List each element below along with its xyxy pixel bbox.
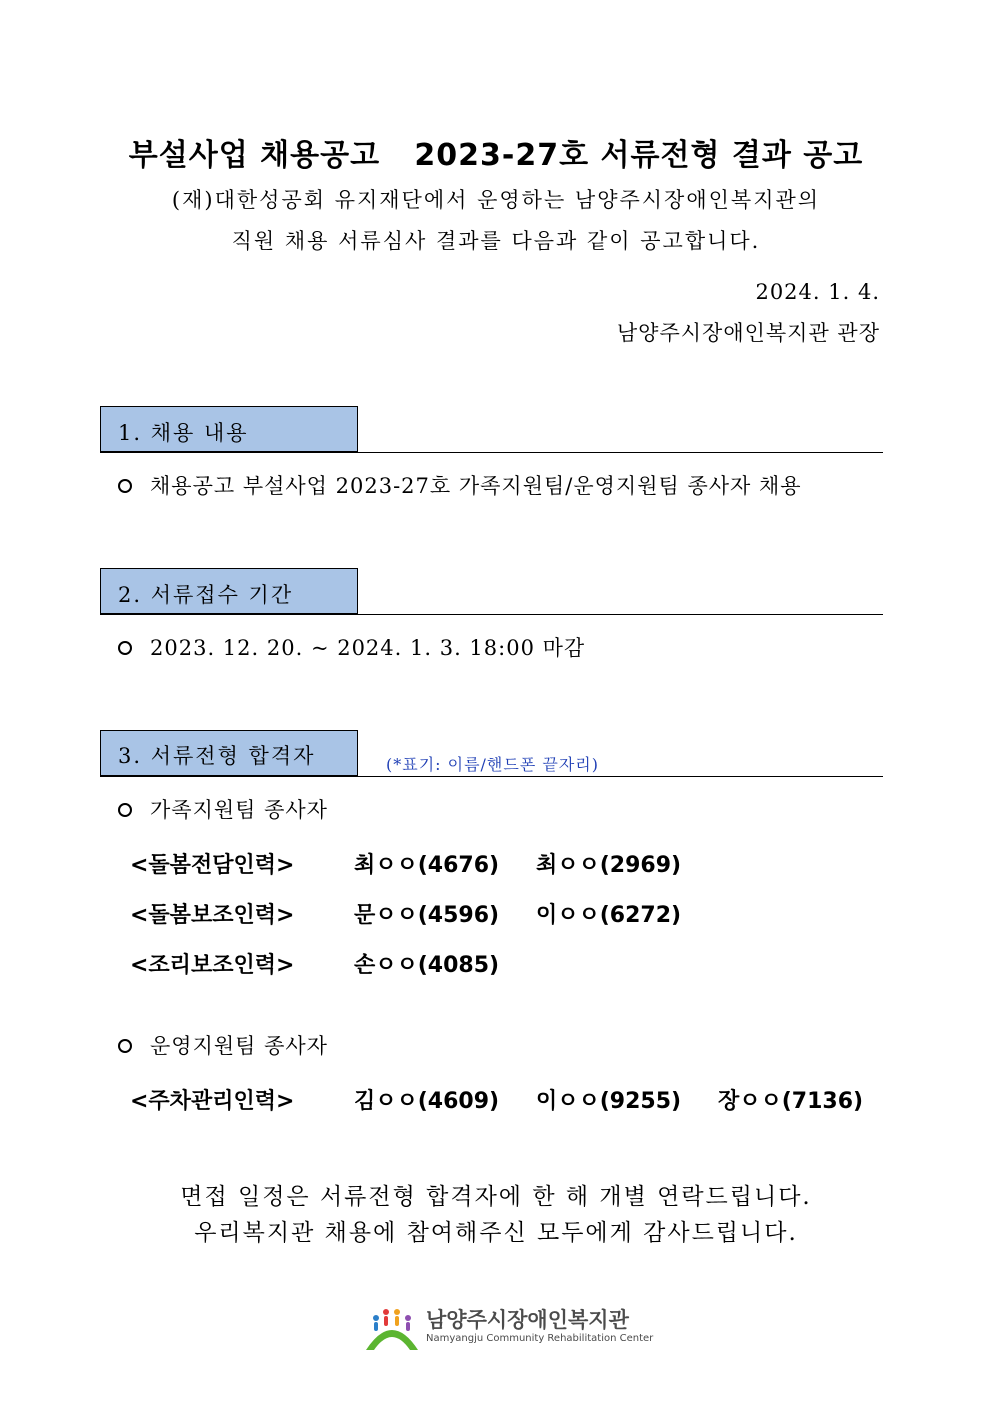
group-1-heading — [118, 794, 328, 824]
role-label-care-assist: <돌봄보조인력> — [130, 903, 295, 928]
candidate-name: 손ㅇㅇ(4085) — [354, 953, 500, 978]
section-1-divider — [100, 452, 883, 453]
role-label-care-lead: <돌봄전담인력> — [130, 853, 295, 878]
section-2-bullet — [118, 632, 585, 662]
notation-note: (*표기: 이름/핸드폰 끝자리) — [386, 755, 599, 774]
closing-line-1: 면접 일정은 서류전형 합격자에 한 해 개별 연락드립니다. — [180, 1184, 812, 1210]
section-3-label: 3. 서류전형 합격자 — [118, 744, 316, 768]
candidate-name: 최ㅇㅇ(4676) — [354, 853, 500, 878]
announcement-date: 2024. 1. 4. — [755, 280, 880, 304]
circle-bullet-icon — [118, 479, 132, 493]
issuer: 남양주시장애인복지관 관장 — [616, 321, 880, 345]
circle-bullet-icon — [118, 641, 132, 655]
intro-line-2: 직원 채용 서류심사 결과를 다음과 같이 공고합니다. — [231, 229, 761, 253]
candidate-name: 이ㅇㅇ(6272) — [536, 903, 682, 928]
section-1-bullet — [118, 470, 802, 500]
group-1-heading-text: 가족지원팀 종사자 — [150, 798, 328, 822]
section-1-label: 1. 채용 내용 — [118, 421, 249, 445]
organization-logo-name: 남양주시장애인복지관 — [426, 1308, 629, 1332]
page-title: 부설사업 채용공고 2023-27호 서류전형 결과 공고 — [128, 138, 864, 173]
candidate-name: 김ㅇㅇ(4609) — [354, 1089, 500, 1114]
section-2-divider — [100, 614, 883, 615]
section-2-label: 2. 서류접수 기간 — [118, 583, 294, 607]
candidate-name: 장ㅇㅇ(7136) — [718, 1089, 864, 1114]
intro-line-1: (재)대한성공회 유지재단에서 운영하는 남양주시장애인복지관의 — [171, 188, 821, 212]
candidate-name: 최ㅇㅇ(2969) — [536, 853, 682, 878]
section-2-bullet-text: 2023. 12. 20. ~ 2024. 1. 3. 18:00 마감 — [150, 636, 586, 660]
role-label-cook-assist: <조리보조인력> — [130, 953, 295, 978]
circle-bullet-icon — [118, 803, 132, 817]
organization-logo-subtitle: Namyangju Community Rehabilitation Center — [426, 1333, 654, 1344]
section-3-divider — [100, 776, 883, 777]
circle-bullet-icon — [118, 1039, 132, 1053]
group-2-heading-text: 운영지원팀 종사자 — [150, 1034, 328, 1058]
people-arch-logo-icon — [364, 1304, 420, 1352]
closing-line-2: 우리복지관 채용에 참여해주신 모두에게 감사드립니다. — [194, 1220, 798, 1246]
group-2-heading — [118, 1030, 328, 1060]
section-1-bullet-text: 채용공고 부설사업 2023-27호 가족지원팀/운영지원팀 종사자 채용 — [150, 474, 802, 498]
candidate-name: 문ㅇㅇ(4596) — [354, 903, 500, 928]
role-label-parking: <주차관리인력> — [130, 1089, 295, 1114]
candidate-name: 이ㅇㅇ(9255) — [536, 1089, 682, 1114]
